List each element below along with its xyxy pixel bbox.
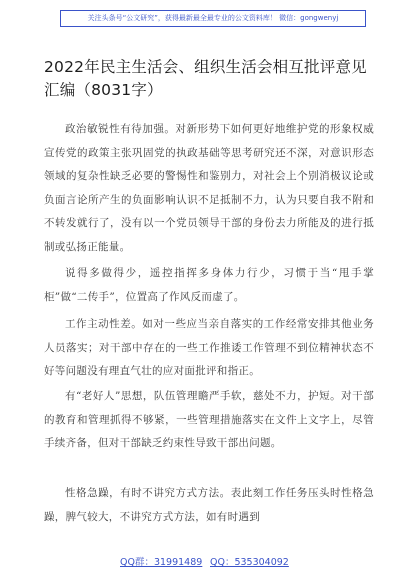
paragraph-nice-guy: 有“老好人”思想，队伍管理瞻严手软，慈处不力，护短。对干部的教育和管理抓得不够紧，一些管理措施落实在文件上文字上，尽管手续齐备，但对干部缺乏约束性导致干部出问题。 bbox=[44, 390, 374, 449]
paragraph-say-more-do-less: 说得多做得少，遥控指挥多身体力行少，习惯于当“甩手掌柜”做“二传手”，位置高了作风反而虚了。 bbox=[44, 267, 374, 303]
document-title: 2022年民主生活会、组织生活会相互批评意见汇编（8031字） bbox=[44, 58, 367, 99]
paragraph-political-sensitivity: 政治敏锐性有待加强。对新形势下如何更好地维护党的形象权威宣传党的政策主张巩固党的执政基础等思考研究还不深，对意识形态领域的复杂性缺乏必要的警惕性和鉴别力，对社会上个别消极议论或负面言论所产生的负面影响认识不足抵制不力，认为只要自我不附和不转发就行了，没有以一个党员领导干部的身份去力所能及的进行抵制或弘扬正能量。 bbox=[44, 123, 374, 253]
paragraph-temper: 性格急躁，有时不讲究方式方法。表此刻工作任务压头时性格急躁，脾气较大，不讲究方式方法，如有时遇到 bbox=[44, 487, 374, 523]
qq-group-link[interactable]: QQ群：31991489 bbox=[120, 557, 203, 568]
header-banner: 关注头条号“公文研究”，获得最新最全最专业的公文资料库！ 微信：gongwenyj bbox=[60, 10, 366, 27]
qq-contact-link[interactable]: QQ：535304092 bbox=[210, 557, 289, 568]
footer-contacts bbox=[0, 553, 408, 573]
paragraph-initiative: 工作主动性差。如对一些应当亲自落实的工作经常安排其他业务人员落实；对干部中存在的一些工作推诿工作管理不到位精神状态不好等问题没有理直气壮的应对面批评和指正。 bbox=[44, 318, 374, 377]
